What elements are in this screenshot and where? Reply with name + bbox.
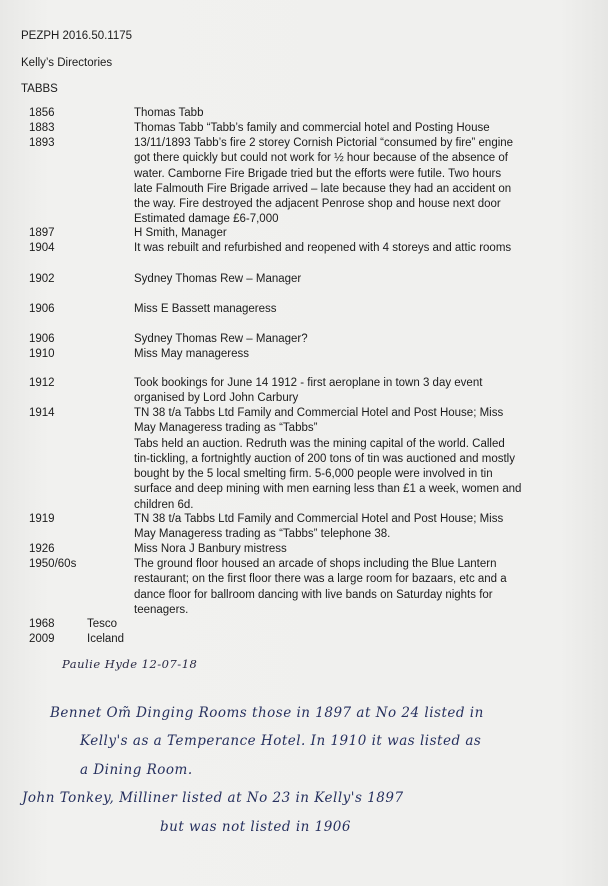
reference-number: PEZPH 2016.50.1175 xyxy=(21,30,133,42)
entry-year: 1902 xyxy=(29,273,55,285)
entry-year: 1893 xyxy=(29,137,55,149)
entry-text: Miss E Bassett manageress xyxy=(134,303,277,315)
handwritten-line: a Dining Room. xyxy=(80,762,193,778)
entry-text: Thomas Tabb xyxy=(134,107,204,119)
entry-text: Took bookings for June 14 1912 - first aeroplane in town 3 day event organised by Lord John Carbury xyxy=(134,377,483,405)
handwritten-line: but was not listed in 1906 xyxy=(160,819,351,835)
entry-text: The ground floor housed an arcade of shops including the Blue Lantern restaurant; on the first floor there was a large room for bazaars, etc and a dance floor for ballroom dancing with live bands on Saturday nights for teenagers. xyxy=(134,558,507,616)
entry-text: Miss May manageress xyxy=(134,348,250,360)
entry-year: 1904 xyxy=(29,242,55,254)
source-title: Kelly’s Directories xyxy=(21,57,113,69)
entry-text: Sydney Thomas Rew – Manager? xyxy=(134,333,308,345)
entry-text: Sydney Thomas Rew – Manager xyxy=(134,273,302,285)
entry-text: TN 38 t/a Tabbs Ltd Family and Commercial Hotel and Post House; Miss May Manageress trading as “Tabbs” Tabs held an auction. Redruth was the mining capital of the world. Called tin-tickling, a fortnightly auction of 200 tons of tin was auctioned and mostly bought by the 5 local smelting firm. 5-6,000 people were involved in tin surface and deep mining with men earning less than £1 a week, women and children 6d. xyxy=(134,407,522,511)
entry-text: Tesco xyxy=(87,618,118,630)
entry-text: It was rebuilt and refurbished and reopened with 4 storeys and attic rooms xyxy=(134,242,512,254)
entry-text: Thomas Tabb “Tabb’s family and commercial hotel and Posting House xyxy=(134,122,490,134)
entry-year: 1883 xyxy=(29,122,55,134)
entry-year: 1906 xyxy=(29,303,55,315)
entry-year: 1910 xyxy=(29,348,55,360)
entry-year: 1912 xyxy=(29,377,55,389)
entry-text: 13/11/1893 Tabb’s fire 2 storey Cornish Pictorial “consumed by fire” engine got there quickly but could not work for ½ hour because of the absence of water. Camborne Fire Brigade tried but the efforts were futile. Two hours late Falmouth Fire Brigade arrived – late because they had an accident on the way. Fire destroyed the adjacent Penrose shop and house next door Estimated damage £6-7,000 xyxy=(134,137,514,226)
entry-year: 2009 xyxy=(29,633,55,645)
entry-text: Iceland xyxy=(87,633,125,645)
entry-text: TN 38 t/a Tabbs Ltd Family and Commercial Hotel and Post House; Miss May Manageress trading as “Tabbs” telephone 38. xyxy=(134,513,504,541)
entry-year: 1856 xyxy=(29,107,55,119)
entry-year: 1926 xyxy=(29,543,55,555)
subject-heading: TABBS xyxy=(21,83,58,95)
entry-text: Miss Nora J Banbury mistress xyxy=(134,543,287,555)
entry-year: 1919 xyxy=(29,513,55,525)
entry-year: 1906 xyxy=(29,333,55,345)
entry-year: 1968 xyxy=(29,618,55,630)
entry-year: 1914 xyxy=(29,407,55,419)
entry-year: 1897 xyxy=(29,227,55,239)
handwritten-line: Bennet Om̃ Dinging Rooms those in 1897 at No 24 listed in xyxy=(50,705,484,721)
entry-year: 1950/60s xyxy=(29,558,77,570)
handwritten-line: John Tonkey, Milliner listed at No 23 in Kelly's 1897 xyxy=(22,790,404,806)
handwritten-line: Kelly's as a Temperance Hotel. In 1910 it was listed as xyxy=(80,733,482,749)
entry-text: H Smith, Manager xyxy=(134,227,227,239)
handwritten-date-note: Paulie Hyde 12-07-18 xyxy=(62,657,198,671)
